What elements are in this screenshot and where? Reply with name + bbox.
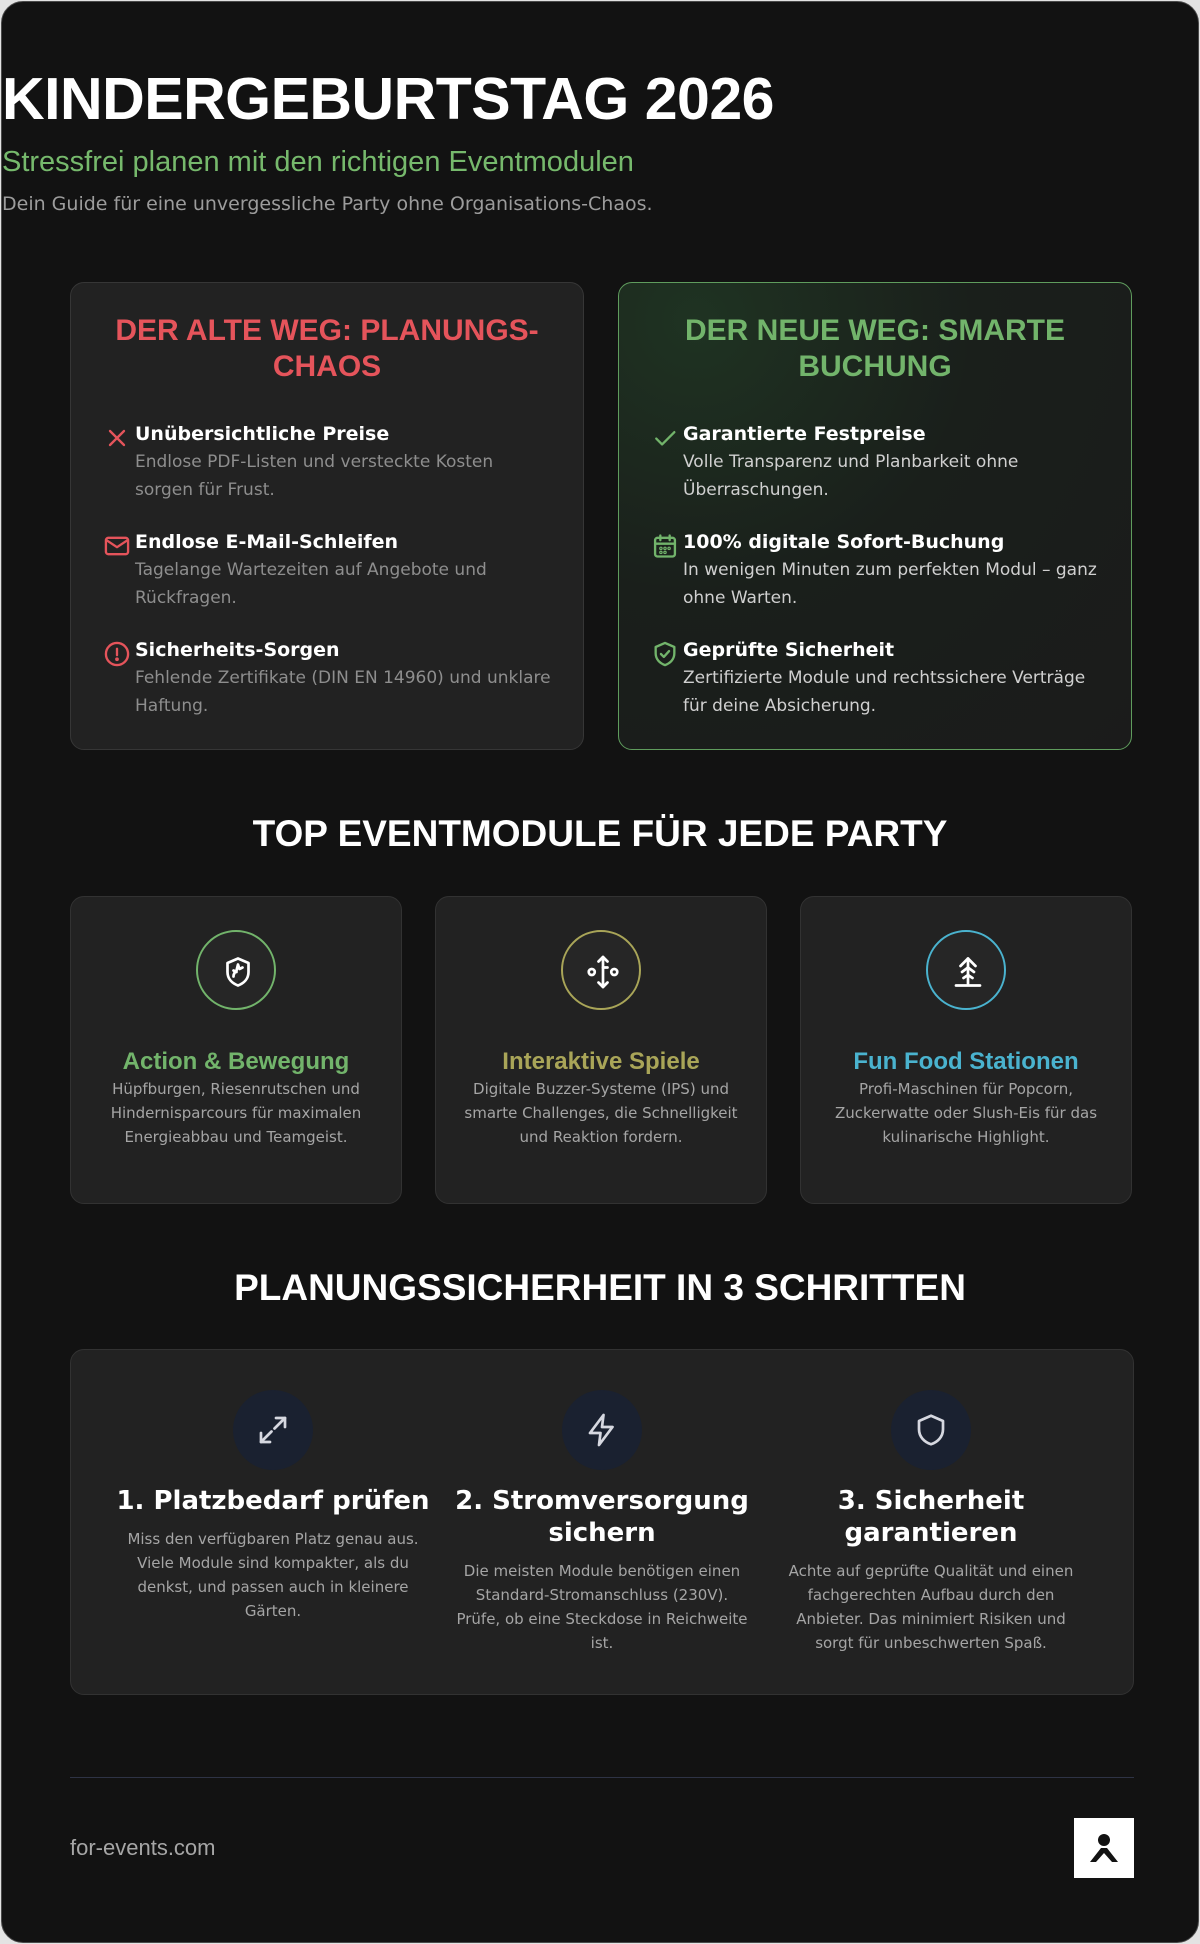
- new-way-item: [651, 637, 1101, 727]
- module-title: Fun Food Stationen: [853, 1048, 1079, 1075]
- old-way-item: [103, 637, 553, 727]
- new-way-item-text: Zertifizierte Module und rechtssichere Verträge für deine Absicherung.: [683, 668, 1086, 716]
- bounce-castle-icon: [220, 954, 256, 990]
- food-station-icon: [950, 954, 986, 990]
- new-way-item: [651, 529, 1101, 619]
- step-item: [108, 1350, 438, 1696]
- step-text: Achte auf geprüfte Qualität und einen fachgerechten Aufbau durch den Anbieter. Das minimiert Risiken und sorgt für unbeschwerten Spaß.: [788, 1562, 1074, 1652]
- step-item: [766, 1350, 1096, 1696]
- step-text: Die meisten Module benötigen einen Standard-Stromanschluss (230V). Prüfe, ob eine Steckdose in Reichweite ist.: [456, 1562, 748, 1652]
- modules-section-title: TOP EVENTMODULE FÜR JEDE PARTY: [252, 813, 948, 854]
- footer-divider: [70, 1777, 1134, 1778]
- new-way-item-title: Garantierte Festpreise: [683, 423, 926, 445]
- for-events-logo-icon: [1074, 1818, 1134, 1878]
- module-text: Profi-Maschinen für Popcorn, Zuckerwatte oder Slush-Eis für das kulinarische Highlight.: [834, 1080, 1098, 1146]
- module-card-action: [70, 896, 402, 1204]
- main-title: KINDERGEBURTSTAG 2026: [2, 66, 774, 132]
- old-way-item-text: Tagelange Wartezeiten auf Angebote und Rückfragen.: [135, 560, 487, 608]
- lightning-icon: [584, 1412, 620, 1448]
- footer-url[interactable]: for-events.com: [70, 1835, 216, 1860]
- module-icon-ring: [196, 930, 276, 1010]
- module-card-games: [435, 896, 767, 1204]
- shield-check-icon: [651, 640, 679, 668]
- x-icon: [103, 424, 131, 452]
- calendar-icon: [651, 532, 679, 560]
- new-way-card: [618, 282, 1132, 750]
- old-way-item-text: Endlose PDF-Listen und versteckte Kosten sorgen für Frust.: [135, 452, 494, 500]
- old-way-item-text: Fehlende Zertifikate (DIN EN 14960) und unklare Haftung.: [135, 668, 551, 716]
- steps-card: [70, 1349, 1134, 1695]
- module-card-food: [800, 896, 1132, 1204]
- mail-icon: [103, 532, 131, 560]
- old-way-item: [103, 421, 553, 511]
- old-way-item-title: Sicherheits-Sorgen: [135, 639, 340, 661]
- new-way-item-title: 100% digitale Sofort-Buchung: [683, 531, 1005, 553]
- step-icon-circle: [233, 1390, 313, 1470]
- check-icon: [651, 424, 679, 452]
- old-way-item: [103, 529, 553, 619]
- new-way-item-text: In wenigen Minuten zum perfekten Modul – ganz ohne Warten.: [683, 560, 1097, 608]
- step-title: 2. Stromversorgung sichern: [455, 1486, 749, 1548]
- module-title: Action & Bewegung: [122, 1048, 350, 1075]
- expand-icon: [255, 1412, 291, 1448]
- step-icon-circle: [562, 1390, 642, 1470]
- old-way-item-title: Unübersichtliche Preise: [135, 423, 390, 445]
- module-text: Hüpfburgen, Riesenrutschen und Hindernisparcours für maximalen Energieabbau und Teamgeist.: [110, 1080, 362, 1146]
- new-way-item-text: Volle Transparenz und Planbarkeit ohne Überraschungen.: [683, 452, 1019, 500]
- brand-logo[interactable]: [1074, 1818, 1134, 1878]
- step-title: 3. Sicherheit garantieren: [837, 1486, 1025, 1548]
- game-controller-icon: [585, 954, 621, 990]
- step-icon-circle: [891, 1390, 971, 1470]
- step-item: [437, 1350, 767, 1696]
- step-title: 1. Platzbedarf prüfen: [116, 1486, 430, 1516]
- module-icon-ring: [926, 930, 1006, 1010]
- new-way-item: [651, 421, 1101, 511]
- tagline: Dein Guide für eine unvergessliche Party ohne Organisations-Chaos.: [2, 193, 653, 215]
- shield-icon: [913, 1412, 949, 1448]
- old-way-item-title: Endlose E-Mail-Schleifen: [135, 531, 399, 553]
- module-text: Digitale Buzzer-Systeme (IPS) und smarte Challenges, die Schnelligkeit und Reaktion fordern.: [464, 1080, 738, 1146]
- infographic: [1, 1, 1199, 1943]
- alert-circle-icon: [103, 640, 131, 668]
- old-way-title: DER ALTE WEG: PLANUNGS-CHAOS: [115, 314, 539, 383]
- new-way-item-title: Geprüfte Sicherheit: [683, 639, 895, 661]
- module-icon-ring: [561, 930, 641, 1010]
- steps-section-title: PLANUNGSSICHERHEIT IN 3 SCHRITTEN: [234, 1267, 966, 1308]
- subtitle: Stressfrei planen mit den richtigen Eventmodulen: [2, 146, 634, 178]
- new-way-title: DER NEUE WEG: SMARTE BUCHUNG: [684, 314, 1065, 383]
- step-text: Miss den verfügbaren Platz genau aus. Viele Module sind kompakter, als du denkst, und passen auch in kleinere Gärten.: [127, 1530, 419, 1620]
- module-title: Interaktive Spiele: [502, 1048, 700, 1075]
- old-way-card: [70, 282, 584, 750]
